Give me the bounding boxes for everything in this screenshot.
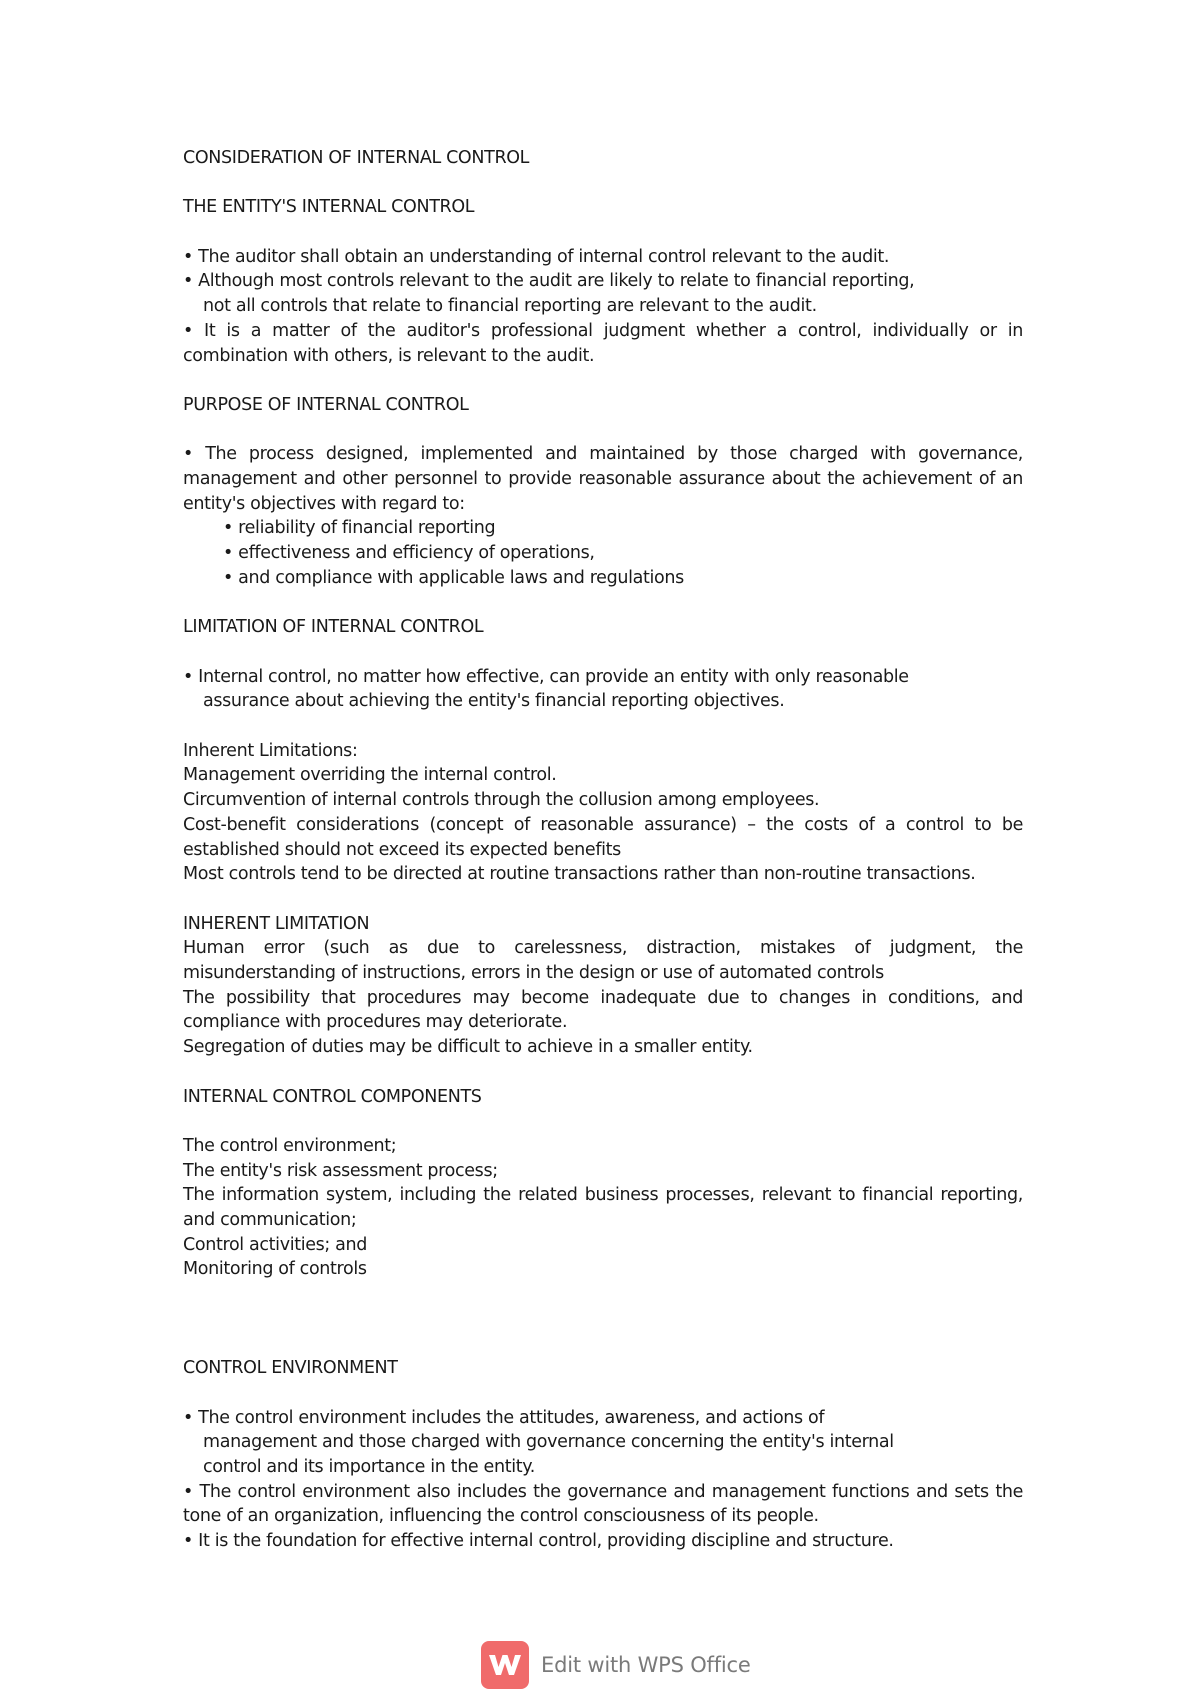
limitation-item: Management overriding the internal control. [183,765,557,786]
limitation-item: Most controls tend to be directed at routine transactions rather than non-routine transactions. [183,864,976,885]
limitation-item: Circumvention of internal controls through the collusion among employees. [183,790,820,811]
purpose-paragraph: • The process designed, implemented and maintained by those charged with governance, management and other personnel to provide reasonable assurance about the achievement of an entity's objectives with regard to: [183,444,1023,514]
inherent-paragraph: The possibility that procedures may become inadequate due to changes in conditions, and compliance with procedures may deteriorate. [183,987,1023,1033]
wps-logo-icon [481,1641,529,1689]
bullet-control-environment-cont: management and those charged with governance concerning the entity's internal [203,1432,894,1453]
component-item: Monitoring of controls [183,1259,367,1280]
document-title: CONSIDERATION OF INTERNAL CONTROL [183,148,530,168]
bullet-foundation: • It is the foundation for effective internal control, providing discipline and structure. [183,1531,894,1552]
bullet-control-environment-cont: control and its importance in the entity. [203,1457,535,1478]
limitation-item: Cost-benefit considerations (concept of reasonable assurance) – the costs of a control to be established should not exceed its expected benefits [183,814,1023,860]
inherent-limitations-title: Inherent Limitations: [183,740,358,761]
purpose-sub-item: • effectiveness and efficiency of operations, [223,543,595,564]
document-page [183,146,1023,1554]
inherent-paragraph: Human error (such as due to carelessness, distraction, mistakes of judgment, the misunderstanding of instructions, errors in the design or use of automated controls [183,938,1023,984]
wps-watermark[interactable] [481,1641,751,1689]
bullet-understanding: • The auditor shall obtain an understanding of internal control relevant to the audit. [183,246,890,267]
section-heading-entity-internal-control: THE ENTITY'S INTERNAL CONTROL [183,197,475,218]
bullet-most-controls-cont: not all controls that relate to financial reporting are relevant to the audit. [203,296,817,317]
bullet-governance: • The control environment also includes the governance and management functions and sets the tone of an organization, influencing the control consciousness of its people. [183,1481,1023,1527]
purpose-sub-item: • reliability of financial reporting [223,518,496,539]
bullet-reasonable-assurance: • Internal control, no matter how effective, can provide an entity with only reasonable [183,666,909,687]
bullet-control-environment: • The control environment includes the attitudes, awareness, and actions of [183,1407,825,1428]
purpose-sub-item: • and compliance with applicable laws and regulations [223,567,684,588]
component-item: The control environment; [183,1135,397,1156]
component-item: The entity's risk assessment process; [183,1160,498,1181]
section-heading-inherent-limitation: INHERENT LIMITATION [183,913,370,934]
bullet-most-controls: • Although most controls relevant to the audit are likely to relate to financial reporting, [183,271,915,292]
section-heading-components: INTERNAL CONTROL COMPONENTS [183,1086,482,1107]
section-heading-purpose: PURPOSE OF INTERNAL CONTROL [183,394,469,415]
section-heading-limitation: LIMITATION OF INTERNAL CONTROL [183,617,484,638]
section-heading-control-environment: CONTROL ENVIRONMENT [183,1358,398,1379]
component-item: Control activities; and [183,1234,368,1255]
component-item: The information system, including the related business processes, relevant to financial reporting, and communication; [183,1185,1023,1231]
bullet-reasonable-assurance-cont: assurance about achieving the entity's financial reporting objectives. [203,691,785,712]
bullet-professional-judgment: • It is a matter of the auditor's professional judgment whether a control, individually or in combination with others, is relevant to the audit. [183,320,1023,366]
wps-watermark-text: Edit with WPS Office [541,1653,751,1677]
inherent-paragraph: Segregation of duties may be difficult to achieve in a smaller entity. [183,1037,753,1058]
